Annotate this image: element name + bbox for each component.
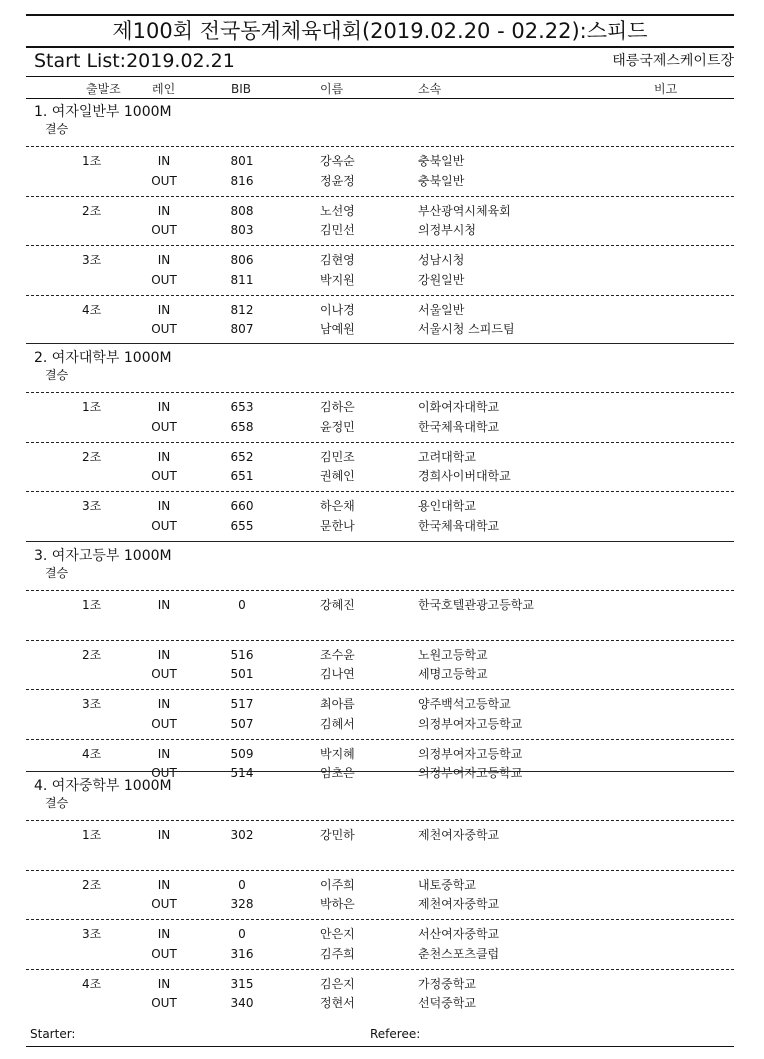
club-cell: 경희사이버대학교 (418, 469, 511, 483)
bib-cell: 660 (230, 499, 254, 513)
athlete-name-cell: 박지혜 (320, 746, 355, 761)
heat-label: 2조 (82, 647, 102, 662)
athlete-name-cell: 김주희 (320, 946, 355, 961)
heat-label: 3조 (82, 253, 102, 267)
athlete-name-cell: 강민하 (320, 828, 355, 842)
lane-cell: IN (157, 302, 171, 317)
club-cell: 한국체육대학교 (418, 419, 500, 434)
bib-cell: 316 (230, 946, 254, 961)
bib-cell: 0 (238, 927, 246, 941)
bib-cell: 658 (230, 419, 254, 434)
section-divider (26, 541, 734, 542)
club-cell: 세명고등학교 (418, 667, 488, 681)
athlete-name-cell: 하은채 (320, 499, 355, 513)
lane-cell: OUT (151, 996, 177, 1010)
lane-cell: OUT (151, 897, 177, 911)
column-header-lane: 레인 (152, 82, 176, 96)
lane-cell: OUT (151, 518, 177, 533)
starter-label: Starter: (30, 1027, 76, 1041)
section-stage: 결승 (45, 566, 69, 580)
club-cell: 강원일반 (418, 272, 465, 287)
club-cell: 용인대학교 (418, 499, 476, 513)
bib-cell: 501 (230, 667, 254, 681)
bib-cell: 328 (230, 897, 254, 911)
lane-cell: IN (157, 697, 171, 711)
lane-cell: OUT (151, 419, 177, 434)
section-title: 1. 여자일반부 1000M (34, 104, 172, 120)
heat-divider (26, 640, 734, 641)
club-cell: 한국호텔관광고등학교 (418, 598, 534, 612)
club-cell: 고려대학교 (418, 449, 476, 464)
column-header-club: 소속 (418, 82, 442, 96)
bib-cell: 806 (230, 253, 254, 267)
bib-cell: 653 (230, 400, 254, 414)
heat-divider (26, 919, 734, 920)
club-cell: 제천여자중학교 (418, 828, 500, 842)
page-title: 제100회 전국동계체육대회(2019.02.20 - 02.22):스피드 (112, 19, 648, 43)
athlete-name-cell: 김나연 (320, 667, 355, 681)
lane-cell: IN (157, 253, 171, 267)
lane-cell: IN (157, 647, 171, 662)
athlete-name-cell: 박지원 (320, 272, 355, 287)
athlete-name-cell: 박하은 (320, 897, 355, 911)
heat-divider (26, 969, 734, 970)
athlete-name-cell: 김현영 (320, 253, 355, 267)
heat-divider (26, 491, 734, 492)
athlete-name-cell: 남예원 (320, 322, 355, 336)
heat-label: 3조 (82, 499, 102, 513)
club-cell: 이화여자대학교 (418, 400, 500, 414)
lane-cell: IN (157, 154, 171, 168)
club-cell: 양주백석고등학교 (418, 697, 511, 711)
bib-cell: 652 (230, 449, 254, 464)
club-cell: 서울일반 (418, 302, 465, 317)
lane-cell: OUT (151, 322, 177, 336)
club-cell: 충북일반 (418, 154, 465, 168)
bib-cell: 655 (230, 518, 254, 533)
heat-divider (26, 146, 734, 147)
athlete-name-cell: 김민조 (320, 449, 355, 464)
club-cell: 제천여자중학교 (418, 897, 500, 911)
bib-cell: 803 (230, 223, 254, 237)
bib-cell: 507 (230, 716, 254, 731)
section-title: 3. 여자고등부 1000M (34, 548, 172, 564)
lane-cell: OUT (151, 272, 177, 287)
club-cell: 내토중학교 (418, 877, 476, 892)
column-header-name: 이름 (320, 82, 344, 96)
heat-label: 1조 (82, 598, 102, 612)
athlete-name-cell: 강옥순 (320, 154, 355, 168)
footer-rule (26, 1046, 734, 1047)
heat-label: 1조 (82, 400, 102, 414)
heat-label: 1조 (82, 154, 102, 168)
heat-divider (26, 590, 734, 591)
athlete-name-cell: 윤정민 (320, 419, 355, 434)
bib-cell: 816 (230, 173, 254, 188)
athlete-name-cell: 권혜인 (320, 469, 355, 483)
venue-name: 태릉국제스케이트장 (612, 53, 734, 69)
bib-cell: 514 (230, 766, 254, 780)
club-cell: 의정부여자고등학교 (418, 716, 523, 731)
heat-divider (26, 820, 734, 821)
bib-cell: 801 (230, 154, 254, 168)
heat-label: 4조 (82, 746, 102, 761)
lane-cell: IN (157, 449, 171, 464)
club-cell: 부산광역시체육회 (418, 203, 511, 218)
athlete-name-cell: 노선영 (320, 203, 355, 218)
club-cell: 의정부시청 (418, 223, 476, 237)
club-cell: 의정부여자고등학교 (418, 766, 523, 780)
bib-cell: 516 (230, 647, 254, 662)
column-header-rule (26, 98, 734, 99)
bib-cell: 0 (238, 598, 246, 612)
lane-cell: IN (157, 927, 171, 941)
heat-divider (26, 196, 734, 197)
club-cell: 선덕중학교 (418, 996, 476, 1010)
bib-cell: 807 (230, 322, 254, 336)
heat-label: 2조 (82, 449, 102, 464)
heat-divider (26, 245, 734, 246)
heat-divider (26, 739, 734, 740)
bib-cell: 808 (230, 203, 254, 218)
lane-cell: IN (157, 598, 171, 612)
lane-cell: OUT (151, 223, 177, 237)
heat-label: 1조 (82, 828, 102, 842)
bib-cell: 812 (230, 302, 254, 317)
section-stage: 결승 (45, 122, 69, 136)
heat-label: 2조 (82, 203, 102, 218)
heat-divider (26, 870, 734, 871)
club-cell: 충북일반 (418, 173, 465, 188)
club-cell: 서산여자중학교 (418, 927, 500, 941)
club-cell: 의정부여자고등학교 (418, 746, 523, 761)
athlete-name-cell: 정윤정 (320, 173, 355, 188)
athlete-name-cell: 김하은 (320, 400, 355, 414)
athlete-name-cell: 김혜서 (320, 716, 355, 731)
bib-cell: 340 (230, 996, 254, 1010)
bib-cell: 315 (230, 976, 254, 991)
club-cell: 노원고등학교 (418, 647, 488, 662)
athlete-name-cell: 최아름 (320, 697, 355, 711)
header-rule (26, 76, 734, 77)
heat-divider (26, 689, 734, 690)
section-stage: 결승 (45, 796, 69, 810)
section-title: 4. 여자중학부 1000M (34, 778, 172, 794)
club-cell: 가정중학교 (418, 976, 476, 991)
bib-cell: 509 (230, 746, 254, 761)
athlete-name-cell: 정현서 (320, 996, 355, 1010)
heat-label: 3조 (82, 927, 102, 941)
athlete-name-cell: 안은지 (320, 927, 355, 941)
club-cell: 서울시청 스피드팀 (418, 322, 515, 336)
athlete-name-cell: 이주희 (320, 877, 355, 892)
club-cell: 춘천스포츠클럽 (418, 946, 500, 961)
lane-cell: OUT (151, 469, 177, 483)
lane-cell: OUT (151, 946, 177, 961)
lane-cell: IN (157, 828, 171, 842)
heat-label: 3조 (82, 697, 102, 711)
athlete-name-cell: 김민선 (320, 223, 355, 237)
lane-cell: OUT (151, 716, 177, 731)
title-rule (26, 46, 734, 48)
bib-cell: 811 (230, 272, 254, 287)
lane-cell: IN (157, 203, 171, 218)
lane-cell: IN (157, 499, 171, 513)
bib-cell: 517 (230, 697, 254, 711)
heat-label: 2조 (82, 877, 102, 892)
club-cell: 한국체육대학교 (418, 518, 500, 533)
lane-cell: IN (157, 877, 171, 892)
start-list-date: Start List:2019.02.21 (34, 50, 235, 72)
athlete-name-cell: 임초은 (320, 766, 355, 780)
section-stage: 결승 (45, 368, 69, 382)
lane-cell: OUT (151, 173, 177, 188)
lane-cell: IN (157, 746, 171, 761)
lane-cell: IN (157, 976, 171, 991)
heat-divider (26, 442, 734, 443)
club-cell: 성남시청 (418, 253, 465, 267)
lane-cell: OUT (151, 766, 177, 780)
section-divider (26, 343, 734, 344)
lane-cell: OUT (151, 667, 177, 681)
bib-cell: 651 (230, 469, 254, 483)
heat-label: 4조 (82, 976, 102, 991)
heat-divider (26, 295, 734, 296)
section-title: 2. 여자대학부 1000M (34, 350, 172, 366)
column-header-bib: BIB (231, 82, 252, 96)
heat-label: 4조 (82, 302, 102, 317)
athlete-name-cell: 문한나 (320, 518, 355, 533)
column-header-note: 비고 (654, 82, 678, 96)
athlete-name-cell: 김은지 (320, 976, 355, 991)
athlete-name-cell: 조수윤 (320, 647, 355, 662)
section-divider (26, 771, 734, 772)
bib-cell: 0 (238, 877, 246, 892)
column-header-heat: 출발조 (86, 82, 121, 96)
referee-label: Referee: (370, 1027, 421, 1041)
athlete-name-cell: 강혜진 (320, 598, 355, 612)
athlete-name-cell: 이나경 (320, 302, 355, 317)
bib-cell: 302 (230, 828, 254, 842)
lane-cell: IN (157, 400, 171, 414)
heat-divider (26, 392, 734, 393)
